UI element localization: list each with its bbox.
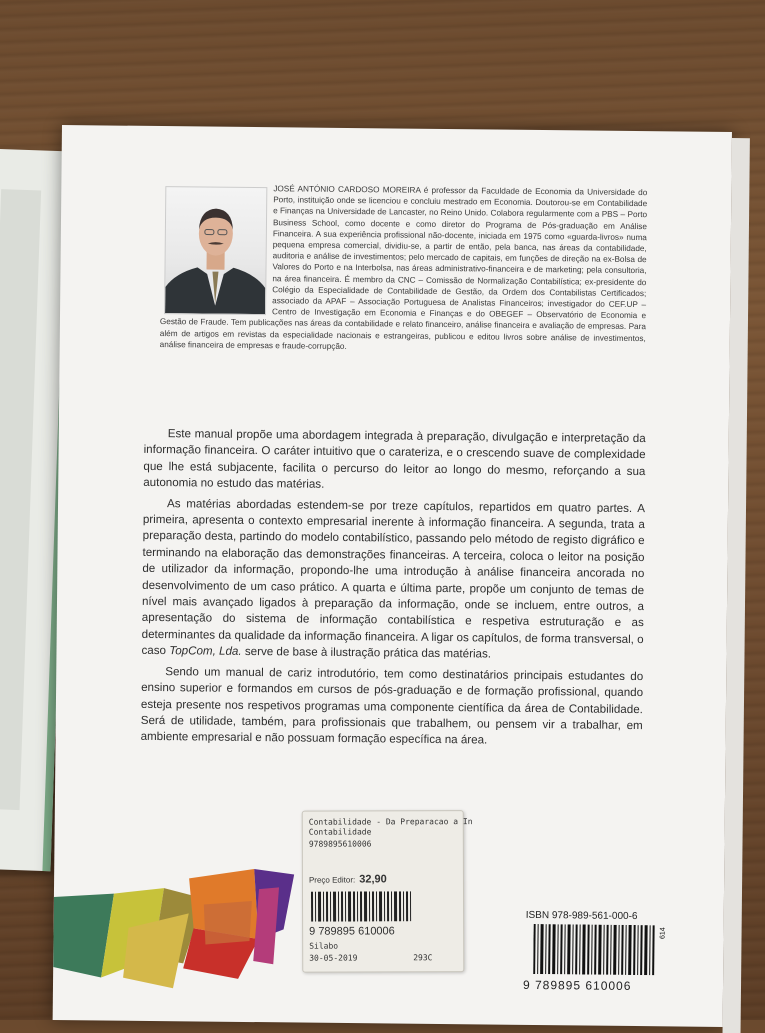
sticker-title: Contabilidade - Da Preparacao a In [308, 817, 473, 827]
sticker-code: 293C [413, 953, 433, 963]
case-name: TopCom, Lda. [169, 644, 242, 659]
photo-spacer [160, 182, 273, 317]
paragraph-2-text: As matérias abordadas estendem-se por treze capítulos, repartidos em quatro partes. A primeira, apresenta o contexto empresarial inerente à informação financeira. A segunda, trata a preparação desta, partindo do modelo contabilístico, passando pelo método de registo digráfico e terminando na elaboração das demonstrações financeiras. A terceira, coloca o leitor na posição de utilizador da informação, propondo-lhe uma introdução à análise financeira ancorada no desenvolvimento de um caso prático. A quarta e última parte, propõe um conjunto de temas de nível mais avançado ligados à preparação da informação, onde se incluem, entre outros, a apresentação do sistema de informação contabilística e respetiva estruturação e as determinantes da qualidade da informação financeira. A ligar os capítulos, de forma transversal, o caso [141, 496, 646, 658]
adjacent-book-page [0, 189, 41, 810]
price-sticker [302, 810, 473, 973]
sticker-subtitle: Contabilidade [308, 827, 372, 837]
description-paragraph-2 [141, 495, 645, 664]
author-bio [160, 182, 648, 355]
isbn-barcode-digits: 9 789895 610006 [522, 977, 632, 994]
book-back-cover [53, 125, 732, 1027]
price-value: 32,90 [359, 873, 387, 886]
book-description [140, 426, 645, 755]
description-paragraph-3: Sendo um manual de cariz introdutório, tem como destinatários principais estudantes do ensino superior e formandos em cursos de pós-graduação e de formação profissional, quando esteja presente nos respetivos programas uma componente científica da área de Contabilidade. Será de utilidade, também, para profissionais que trabalhem, ou pensem vir a trabalhar, em ambiente empresarial e não possuam formação específica na área. [140, 664, 644, 747]
sticker-date: 30-05-2019 [309, 953, 358, 963]
description-paragraph-1: Este manual propõe uma abordagem integrada à preparação, divulgação e interpretação da informação financeira. O caráter intuitivo que o carateriza, e o crescendo suave de complexidade que lhe está subjacente, facilita o percurso do leitor ao longo do mesmo, reforçando a sua autonomia no estudo das matérias. [143, 427, 646, 491]
isbn-barcode-icon [533, 924, 658, 975]
author-bio-text: é professor da Faculdade de Economia da Universidade do Porto, instituição onde se licenciou e concluiu mestrado em Economia. Doutorou-se em Contabilidade e Finanças na Universidade de Lancaster, no Reino Unido. Colabora regularmente com a PBS – Porto Business School, como docente e como diretor do Programa de Pós-graduação em Análise Financeira. A sua experiência profissional não-docente, iniciada em 1975 como «guarda-livros» numa pequena empresa comercial, dividiu-se, a partir de então, pela banca, nas áreas da contabilidade, auditoria e análise de investimentos; pelo mercado de capitais, em funções de direção na ex-Bolsa de Valores do Porto e na Interbolsa, nas áreas administrativo-financeira e de marketing; pela consultoria, na área financeira. É membro da CNC – Comissão de Normalização Contabilística; ex-presidente do Colégio da Especialidade de Contabilidade de Gestão, da Ordem dos Contabilistas Certificados; associado da APAF – Associação Portuguesa de Analistas Financeiros; investigador do CEF.UP – Centro de Investigação em Economia e Finanças e do OBEGEF – Observatório de Economia e Gestão de Fraude. Tem publicações nas áreas da contabilidade e relato financeiro, análise financeira e avaliação de empresas. Para além de artigos em revistas da especialidade nacionais e estrangeiras, publicou e editou livros sobre análise de investimentos, análise financeira de empresas e fraude-corrupção. [159, 185, 648, 351]
isbn-addon-digits: 614 [659, 927, 667, 940]
sticker-barcode-digits: 9 789895 610006 [309, 925, 395, 938]
sticker-barcode-icon [311, 891, 421, 921]
price-row [309, 873, 387, 885]
isbn-label: ISBN 978-989-561-000-6 [525, 909, 638, 923]
price-label: Preço Editor: [308, 875, 356, 885]
author-name: JOSÉ ANTÓNIO CARDOSO MOREIRA [273, 184, 421, 195]
paragraph-2-ending: serve de base à ilustração prática das matérias. [244, 645, 492, 661]
sticker-ean: 9789895610006 [308, 839, 372, 849]
sticker-publisher: Silabo [309, 941, 339, 951]
